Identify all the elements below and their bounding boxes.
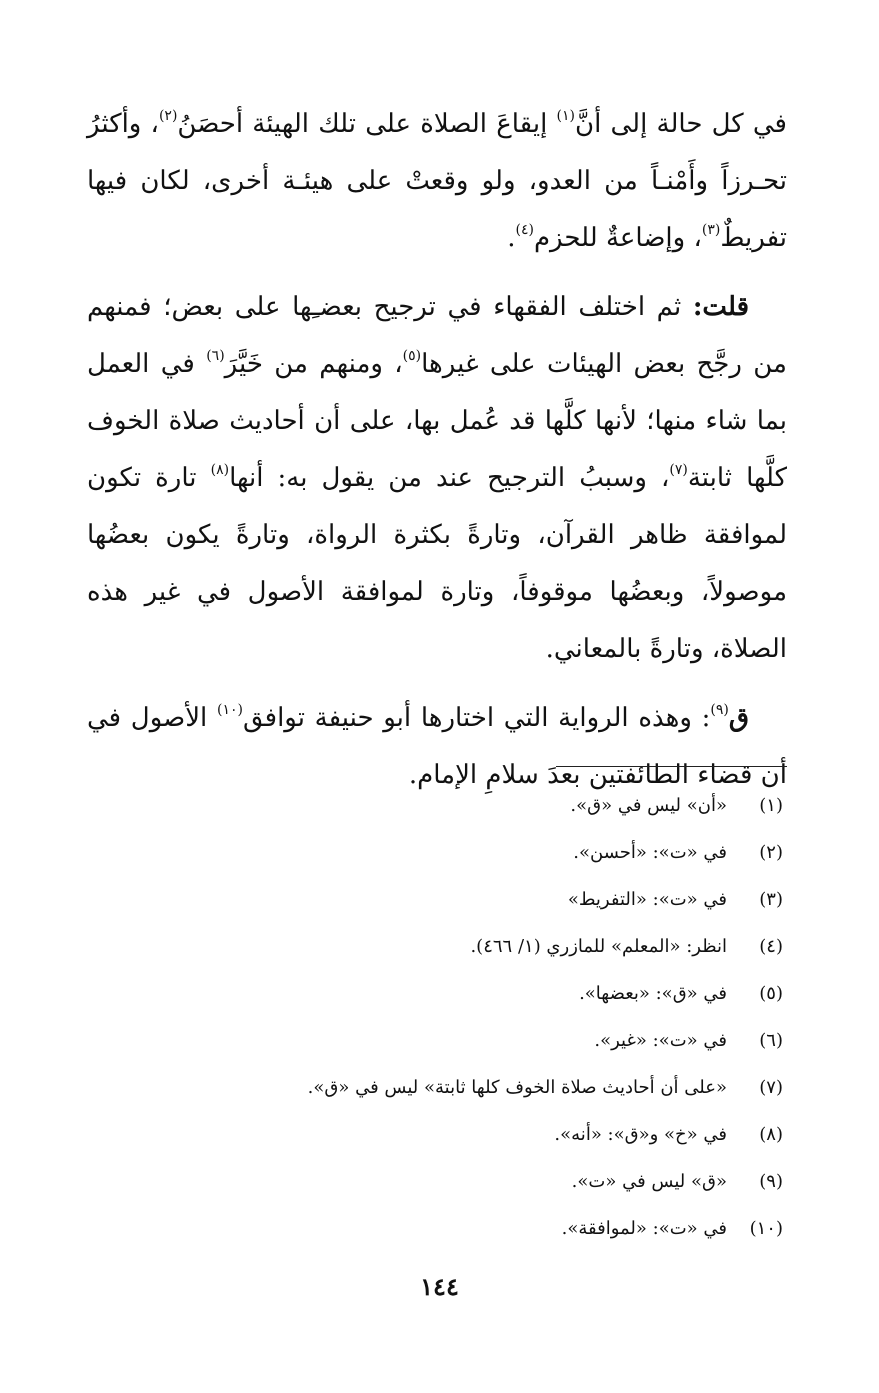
text-run: إيقاعَ الصلاة على تلك الهيئة أحصَنُ [177,109,557,139]
footnote-item [93,782,783,829]
footnote-ref: (٦) [206,348,225,364]
text-run: في العمل بما شاء منها؛ لأنها كلَّها قد عُمل بها، على أن أحاديث صلاة الخوف كلَّها ثابتة [87,349,787,493]
paragraph-2 [87,279,787,678]
footnote-item [93,1017,783,1064]
footnote-number: (٢) [759,842,783,863]
footnote-text: «على أن أحاديث صلاة الخوف كلها ثابتة» ليس في «ق». [307,1077,727,1098]
text-run: . [507,223,516,253]
footnote-text: في «ت»: «لموافقة». [561,1218,727,1239]
footnote-item [93,1158,783,1205]
footnote-ref: (٥) [402,348,422,364]
text-run: تارة تكون لموافقة ظاهر القرآن، وتارةً بكثرة الرواة، وتارةً يكون بعضُها موصولاً، وبعضُها موقوفاً، وتارة لموافقة الأصول في غير هذه الصلاة، وتارةً بالمعاني. [87,463,787,664]
footnote-number: (٥) [759,983,783,1004]
footnote-ref: (١) [556,108,575,124]
text-run: في كل حالة إلى أنَّ [574,109,787,139]
text-run: : وهذه الرواية التي اختارها أبو حنيفة توافق [242,703,711,733]
footnote-item [93,1064,783,1111]
footnote-item [93,970,783,1017]
footnote-divider [556,766,787,767]
footnote-number: (١) [759,795,783,816]
footnote-text: في «ت»: «التفريط» [567,889,727,910]
footnote-number: (١٠) [749,1218,783,1239]
footnote-text: في «ت»: «أحسن». [573,842,727,863]
footnote-text: انظر: «المعلم» للمازري (١/ ٤٦٦). [470,936,727,957]
footnote-ref: (١٠) [216,702,243,718]
footnote-item [93,923,783,970]
text-run: ، وإضاعةٌ للحزم [533,223,702,253]
footnote-ref: (٩) [710,702,729,718]
footnote-number: (٧) [759,1077,783,1098]
footnote-text: في «خ» و«ق»: «أنه». [554,1124,727,1145]
footnote-text: في «ت»: «غير». [594,1030,727,1051]
text-run: الأصول في أن قضاء الطائفتين بعدَ سلامِ الإمام. [87,703,787,790]
footnote-number: (٨) [759,1124,783,1145]
footnote-number: (٣) [759,889,783,910]
lead-word: قلت: [692,292,749,322]
main-text [87,96,787,816]
footnote-text: «أن» ليس في «ق». [570,795,727,816]
text-run: ، وسببُ الترجيح عند من يقول به: أنها [229,463,670,493]
footnote-number: (٦) [759,1030,783,1051]
text-run: ، ومنهم من خَيَّرَ [224,349,403,379]
footnote-ref: (٧) [669,462,688,478]
footnote-ref: (٨) [210,462,230,478]
page-number: ١٤٤ [420,1272,459,1301]
footnote-number: (٤) [759,936,783,957]
footnote-number: (٩) [759,1171,783,1192]
text-run: ، وأكثرُ تحـرزاً وأَمْنـاً من العدو، ولو وقعتْ على هيئـة أخرى، لكان فيها تفريطٌ [87,109,787,253]
footnote-text: «ق» ليس في «ت». [571,1171,727,1192]
lead-word: ق [728,703,749,733]
footnote-item [93,829,783,876]
footnote-ref: (٢) [158,108,178,124]
footnote-item [93,1111,783,1158]
footnote-text: في «ق»: «بعضها». [579,983,727,1004]
text-run: ثم اختلف الفقهاء في ترجيح بعضـِها على بعض؛ فمنهم من رجَّح بعض الهيئات على غيرها [87,292,787,379]
paragraph-1 [87,96,787,267]
footnote-item [93,876,783,923]
footnote-item [93,1205,783,1252]
footnote-ref: (٤) [515,222,534,238]
footnote-ref: (٣) [701,222,721,238]
footnotes-list [93,782,783,1252]
